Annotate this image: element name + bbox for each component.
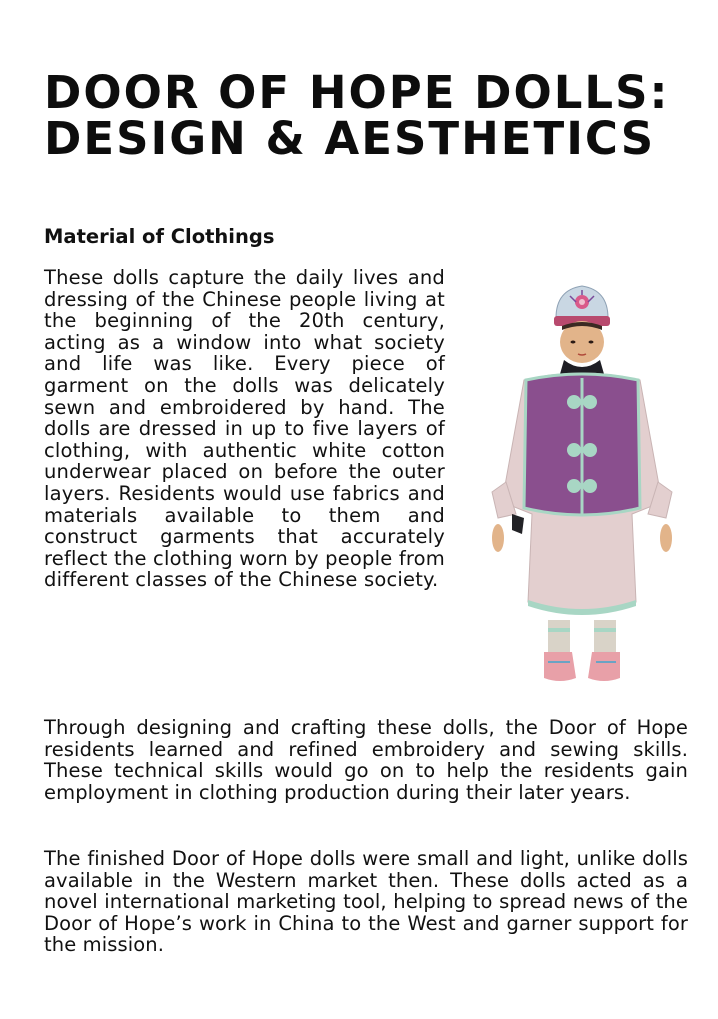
doll-right-hand xyxy=(660,524,672,552)
doll-photo xyxy=(472,282,698,690)
title-line-2: DESIGN & AESTHETICS xyxy=(44,112,656,165)
paragraph-marketing: The finished Door of Hope dolls were small and light, unlike dolls available in the Western market then. These dolls acted as a novel international marketing tool, helping to spread news of the Door of Hope’s work in China to the West and garner support for the mission. xyxy=(44,847,688,957)
doll-jacket xyxy=(524,374,640,515)
section-heading: Material of Clothings xyxy=(44,225,275,248)
doll-face xyxy=(560,321,604,363)
paragraph-clothing: These dolls capture the daily lives and dressing of the Chinese people living at the beginning of the 20th century, acting as a window into what society and life was like. Every piece of garment on the dolls was delicately sewn and embroidered by hand. The dolls are dressed in up to five layers of clothing, with authentic white cotton underwear placed on before the outer layers. Residents would use fabrics and materials available to them and construct garments that accurately reflect the clothing worn by people from different classes of the Chinese society. xyxy=(44,266,445,592)
doll-hat xyxy=(554,286,610,326)
title-line-1: DOOR OF HOPE DOLLS: xyxy=(44,66,670,119)
doll-left-hand xyxy=(492,524,504,552)
page-title xyxy=(44,66,694,165)
paragraph-skills: Through designing and crafting these dolls, the Door of Hope residents learned and refined embroidery and sewing skills. These technical skills would go on to help the residents gain employment in clothing production during their later years. xyxy=(44,716,688,804)
doll-legs xyxy=(544,620,620,681)
